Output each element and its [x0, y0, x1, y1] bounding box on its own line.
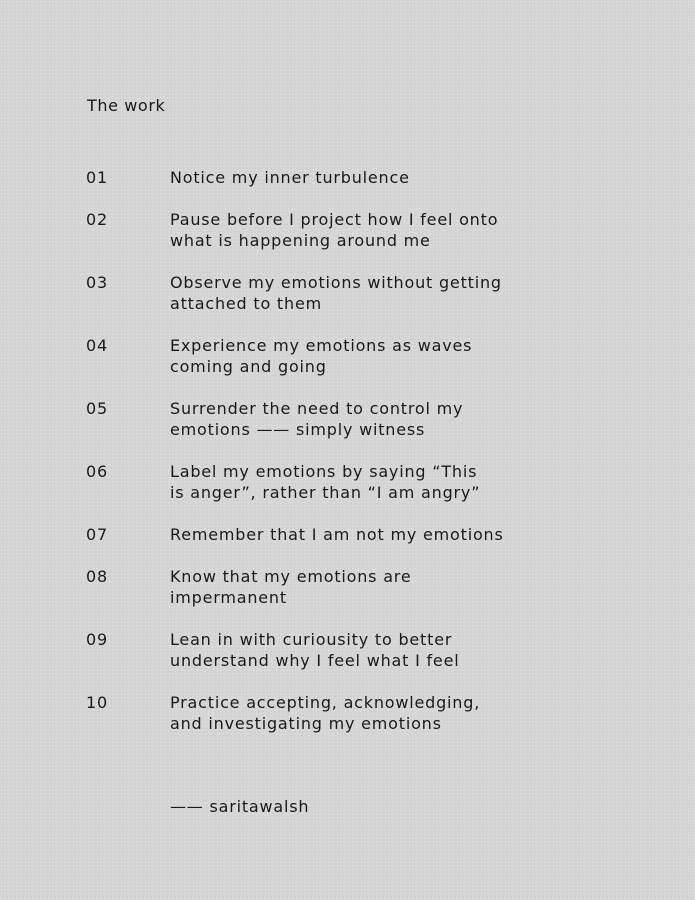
item-number: 10 [86, 693, 108, 712]
item-number: 09 [86, 630, 108, 649]
item-number: 05 [86, 399, 108, 418]
item-text: Know that my emotions are impermanent [170, 567, 412, 607]
list-item [86, 461, 546, 503]
item-text: Remember that I am not my emotions [170, 525, 504, 544]
list-item [86, 692, 546, 734]
list-item [86, 335, 546, 377]
list-item [86, 566, 546, 608]
item-text: Label my emotions by saying “This is anger”, rather than “I am angry” [170, 462, 481, 502]
item-text: Observe my emotions without getting attached to them [170, 273, 502, 313]
item-text: Surrender the need to control my emotions —— simply witness [170, 399, 464, 439]
item-number: 02 [86, 210, 108, 229]
item-number: 04 [86, 336, 108, 355]
list-item [86, 629, 546, 671]
list-item [86, 398, 546, 440]
work-list [86, 167, 546, 755]
item-number: 07 [86, 525, 108, 544]
item-text: Experience my emotions as waves coming and going [170, 336, 473, 376]
item-text: Lean in with curiousity to better understand why I feel what I feel [170, 630, 460, 670]
list-item [86, 524, 546, 545]
page-title: The work [87, 96, 166, 115]
item-number: 06 [86, 462, 108, 481]
item-number: 01 [86, 168, 108, 187]
item-text: Notice my inner turbulence [170, 168, 410, 187]
item-text: Pause before I project how I feel onto what is happening around me [170, 210, 499, 250]
item-text: Practice accepting, acknowledging, and investigating my emotions [170, 693, 481, 733]
author-signature: —— saritawalsh [170, 797, 310, 816]
list-item [86, 209, 546, 251]
item-number: 03 [86, 273, 108, 292]
list-item [86, 272, 546, 314]
list-item [86, 167, 546, 188]
item-number: 08 [86, 567, 108, 586]
